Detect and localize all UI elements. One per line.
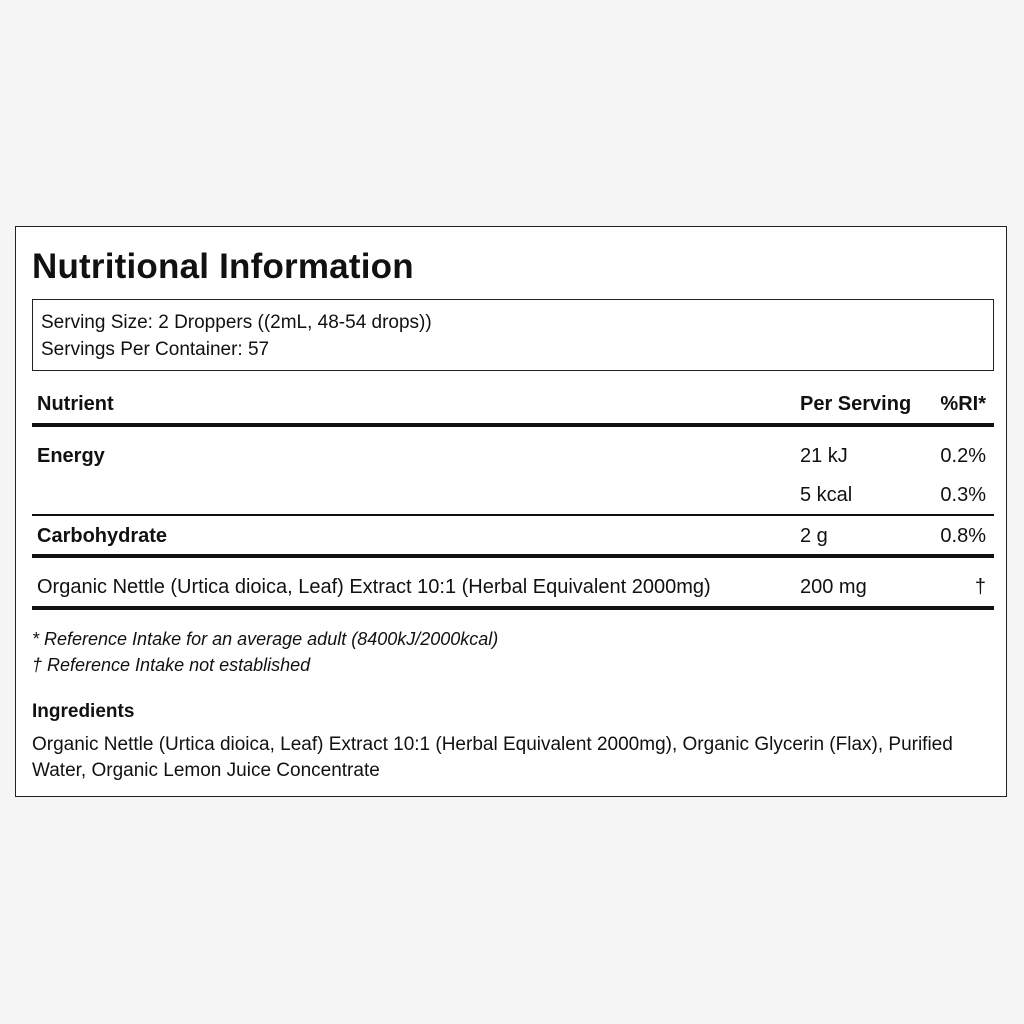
row-carbohydrate-name: Carbohydrate	[37, 525, 168, 547]
serving-size: Serving Size: 2 Droppers ((2mL, 48-54 drops))	[41, 312, 432, 333]
row-energy-kj-value: 21 kJ	[800, 445, 848, 467]
header-rule	[32, 423, 994, 427]
row-energy-kcal-ri: 0.3%	[940, 484, 986, 506]
row-carbohydrate-ri: 0.8%	[940, 525, 986, 547]
ingredients-heading: Ingredients	[32, 701, 135, 722]
row-energy-kj-ri: 0.2%	[940, 445, 986, 467]
panel-title: Nutritional Information	[32, 247, 414, 286]
header-ri: %RI*	[940, 393, 986, 415]
row-nettle-value: 200 mg	[800, 576, 867, 598]
footnote-reference-intake: * Reference Intake for an average adult (8400kJ/2000kcal)	[32, 629, 499, 649]
nutrition-panel	[15, 226, 1007, 797]
row-carbohydrate-value: 2 g	[800, 525, 828, 547]
table-bottom-rule	[32, 606, 994, 610]
row-energy-name: Energy	[37, 445, 105, 467]
header-per-serving: Per Serving	[800, 393, 912, 415]
ingredients-text: Organic Nettle (Urtica dioica, Leaf) Extract 10:1 (Herbal Equivalent 2000mg), Organic Glycerin (Flax), Purified Water, Organic Lemon Juice Concentrate	[32, 734, 953, 781]
footnote-not-established: † Reference Intake not established	[32, 655, 311, 675]
energy-rule	[32, 514, 994, 516]
header-nutrient: Nutrient	[37, 393, 114, 415]
row-energy-kcal-value: 5 kcal	[800, 484, 853, 506]
serving-info-box	[32, 299, 994, 371]
row-nettle-ri: †	[974, 576, 986, 598]
row-nettle-name: Organic Nettle (Urtica dioica, Leaf) Extract 10:1 (Herbal Equivalent 2000mg)	[37, 576, 711, 598]
carbohydrate-rule	[32, 554, 994, 558]
servings-per-container: Servings Per Container: 57	[41, 339, 270, 360]
